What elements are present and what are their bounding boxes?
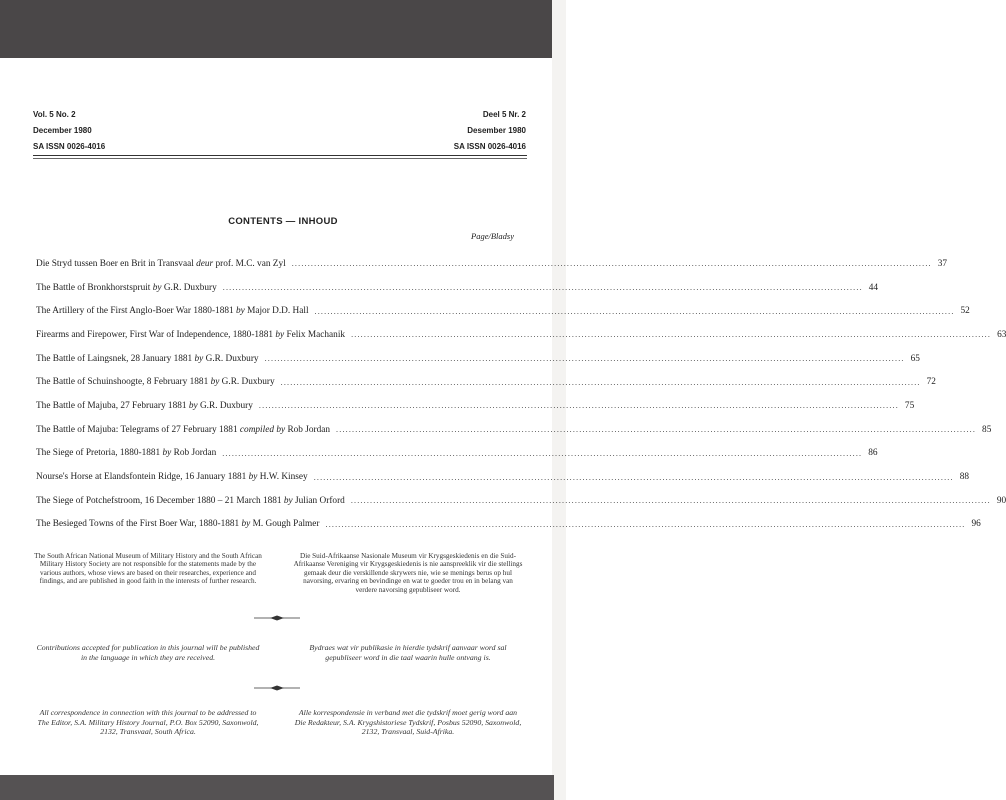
toc-entry — [36, 465, 969, 489]
disclaimer-english: The South African National Museum of Military History and the South African Military History Society are not responsible for the statements made by the various authors, whose views are based on their researches, experience and findings, and are published in good faith in the interests of further research. — [34, 552, 262, 586]
contributions-note-afrikaans: Bydraes wat vir publikasie in hierdie tydskrif aanvaar word sal gepubliseer word in die taal waarin hulle ontvang is. — [309, 643, 507, 662]
toc-entry-page: 75 — [904, 400, 915, 411]
toc-leader-dots: ........................................................................................................................................................................................................ — [280, 377, 921, 387]
header-rule — [33, 155, 527, 156]
toc-entry-page: 52 — [960, 306, 970, 317]
toc-entry-page: 44 — [868, 282, 879, 293]
toc-entry — [36, 513, 981, 537]
correspondence-note-english: All correspondence in connection with this journal to be addressed to The Editor, S.A. Military History Journal, P.O. Box 52090, Saxonwold, 2132, Transvaal, South Africa. — [37, 708, 259, 736]
toc-entry — [36, 370, 936, 394]
toc-entry-title: The Battle of Majuba, 27 February 1881 — [36, 400, 187, 411]
disclaimer-afrikaans: Die Suid-Afrikaanse Nasionale Museum vir Krygsgeskiedenis en die Suid-Afrikaanse Vereniging vir Krygsgeskiedenis is nie aanspreeklik vir die stellings gemaak deur die verskillende skrywers nie, wie se menings berus op hul navorsing, ervaring en bevindinge en wat te goeder trou en in belang van verdere navorsing gepubliseer word. — [293, 552, 523, 594]
toc-entry-text — [36, 496, 345, 506]
toc-entry-author: G.R. Duxbury — [163, 282, 217, 293]
toc-entry-title: The Siege of Pretoria, 1880-1881 — [36, 448, 161, 459]
toc-entry-text — [36, 354, 259, 364]
toc-leader-dots: ........................................................................................................................................................................................................ — [222, 448, 863, 458]
toc-entry-by: by — [235, 306, 245, 317]
ornament-divider-icon — [252, 685, 302, 691]
toc-entry-author: Julian Orford — [294, 495, 345, 506]
toc-entry-by: by — [194, 353, 204, 364]
header-rule-thin — [33, 158, 527, 159]
header-right — [454, 107, 526, 155]
date-en: December 1980 — [33, 126, 92, 135]
toc-entry-page: 85 — [982, 424, 992, 435]
toc-leader-dots: ........................................................................................................................................................................................................ — [291, 259, 932, 269]
toc-leader-dots: ........................................................................................................................................................................................................ — [264, 354, 905, 364]
toc-entry-title: The Battle of Laingsnek, 28 January 1881 — [36, 353, 193, 364]
toc-entry-author: M. Gough Palmer — [252, 519, 320, 530]
issn-en: SA ISSN 0026-4016 — [33, 142, 106, 151]
toc-entry-by: deur — [196, 258, 214, 269]
ornament-divider-icon — [252, 615, 302, 621]
scan-right-edge — [552, 0, 566, 800]
toc-entry-page: 88 — [959, 472, 969, 483]
toc-entry — [36, 347, 920, 371]
scan-bottom-border — [0, 775, 554, 800]
toc-entry-title: The Siege of Potchefstroom, 16 December 1880 – 21 March 1881 — [36, 495, 282, 506]
toc-entry-by: by — [241, 519, 251, 530]
toc-entry-author: H.W. Kinsey — [259, 472, 308, 483]
toc-entry-by: by — [210, 377, 220, 388]
toc-entry-page: 63 — [997, 329, 1006, 340]
toc-entry-author: G.R. Duxbury — [199, 400, 253, 411]
toc-entry-text — [36, 259, 286, 269]
toc-entry-by: by — [188, 400, 198, 411]
toc-entry-page: 65 — [910, 353, 920, 364]
toc-entry — [36, 252, 948, 276]
issn-af: SA ISSN 0026-4016 — [453, 142, 526, 151]
toc-leader-dots: ........................................................................................................................................................................................................ — [313, 472, 954, 482]
toc-leader-dots: ........................................................................................................................................................................................................ — [314, 306, 955, 316]
toc-entry-text — [36, 519, 320, 529]
toc-entry-page: 72 — [926, 377, 936, 388]
toc-entry-text — [36, 425, 330, 435]
toc-entry — [36, 442, 878, 466]
header-left — [33, 107, 105, 155]
toc-entry-title: Firearms and Firepower, First War of Independence, 1880-1881 — [36, 329, 274, 340]
toc-entry-text — [36, 401, 253, 411]
toc-entry — [36, 276, 879, 300]
toc-entry-text — [36, 448, 216, 458]
toc-entry-by: by — [248, 472, 258, 483]
scan-top-border — [0, 0, 566, 58]
toc-entry-page: 37 — [937, 258, 948, 269]
toc-entry-author: G.R. Duxbury — [205, 353, 259, 364]
toc-leader-dots: ........................................................................................................................................................................................................ — [222, 283, 863, 293]
toc-entry-title: Die Stryd tussen Boer en Brit in Transvaal — [36, 258, 194, 269]
date-af: Desember 1980 — [467, 126, 526, 135]
toc-entry-text — [36, 377, 275, 387]
toc-entry-text — [36, 472, 308, 482]
toc-entry — [36, 394, 915, 418]
toc-leader-dots: ........................................................................................................................................................................................................ — [336, 425, 977, 435]
toc-entry-author: Rob Jordan — [173, 448, 217, 459]
toc-entry-author: Major D.D. Hall — [247, 306, 309, 317]
toc-entry-title: The Besieged Towns of the First Boer War, 1880-1881 — [36, 519, 240, 530]
toc-entry-author: Felix Machanik — [286, 329, 346, 340]
toc-entry-by: compiled by — [239, 424, 286, 435]
page-column-label: Page/Bladsy — [471, 231, 514, 241]
toc-leader-dots: ........................................................................................................................................................................................................ — [325, 519, 966, 529]
toc-entry — [36, 489, 1006, 513]
toc-entry-by: by — [152, 282, 162, 293]
toc-entry-title: The Battle of Schuinshoogte, 8 February 1881 — [36, 377, 209, 388]
toc-entry-by: by — [275, 329, 285, 340]
toc-entry-author: Rob Jordan — [287, 424, 331, 435]
toc-entry-page: 90 — [996, 495, 1006, 506]
correspondence-note-afrikaans: Alle korrespondensie in verband met die tydskrif moet gerig word aan Die Redakteur, S.A. Krygshistoriese Tydskrif, Posbus 52090, Saxonwold, 2132, Transvaal, Suid-Afrika. — [294, 708, 522, 736]
toc-entry — [36, 323, 1006, 347]
toc-entry-by: by — [283, 495, 293, 506]
toc-entry-title: Nourse's Horse at Elandsfontein Ridge, 16 January 1881 — [36, 472, 247, 483]
toc-leader-dots: ........................................................................................................................................................................................................ — [350, 496, 991, 506]
toc-entry-page: 86 — [868, 448, 878, 459]
volume-en: Vol. 5 No. 2 — [33, 110, 76, 119]
toc-entry — [36, 299, 970, 323]
toc-entry-text — [36, 330, 345, 340]
toc-entry-page: 96 — [971, 519, 981, 530]
toc-leader-dots: ........................................................................................................................................................................................................ — [258, 401, 899, 411]
toc-entry-by: by — [162, 448, 172, 459]
contributions-note-english: Contributions accepted for publication in this journal will be published in the language in which they are received. — [36, 643, 260, 662]
toc-entry-title: The Artillery of the First Anglo-Boer War 1880-1881 — [36, 306, 234, 317]
toc-entry-title: The Battle of Bronkhorstspruit — [36, 282, 151, 293]
toc-entry — [36, 418, 992, 442]
toc-entry-author: prof. M.C. van Zyl — [215, 258, 286, 269]
contents-title: CONTENTS — INHOUD — [228, 216, 338, 227]
toc-leader-dots: ........................................................................................................................................................................................................ — [351, 330, 992, 340]
toc-entry-author: G.R. Duxbury — [221, 377, 275, 388]
toc-entry-text — [36, 306, 309, 316]
toc-entry-title: The Battle of Majuba: Telegrams of 27 February 1881 — [36, 424, 238, 435]
table-of-contents — [36, 252, 1006, 536]
toc-entry-text — [36, 283, 217, 293]
volume-af: Deel 5 Nr. 2 — [482, 110, 526, 119]
